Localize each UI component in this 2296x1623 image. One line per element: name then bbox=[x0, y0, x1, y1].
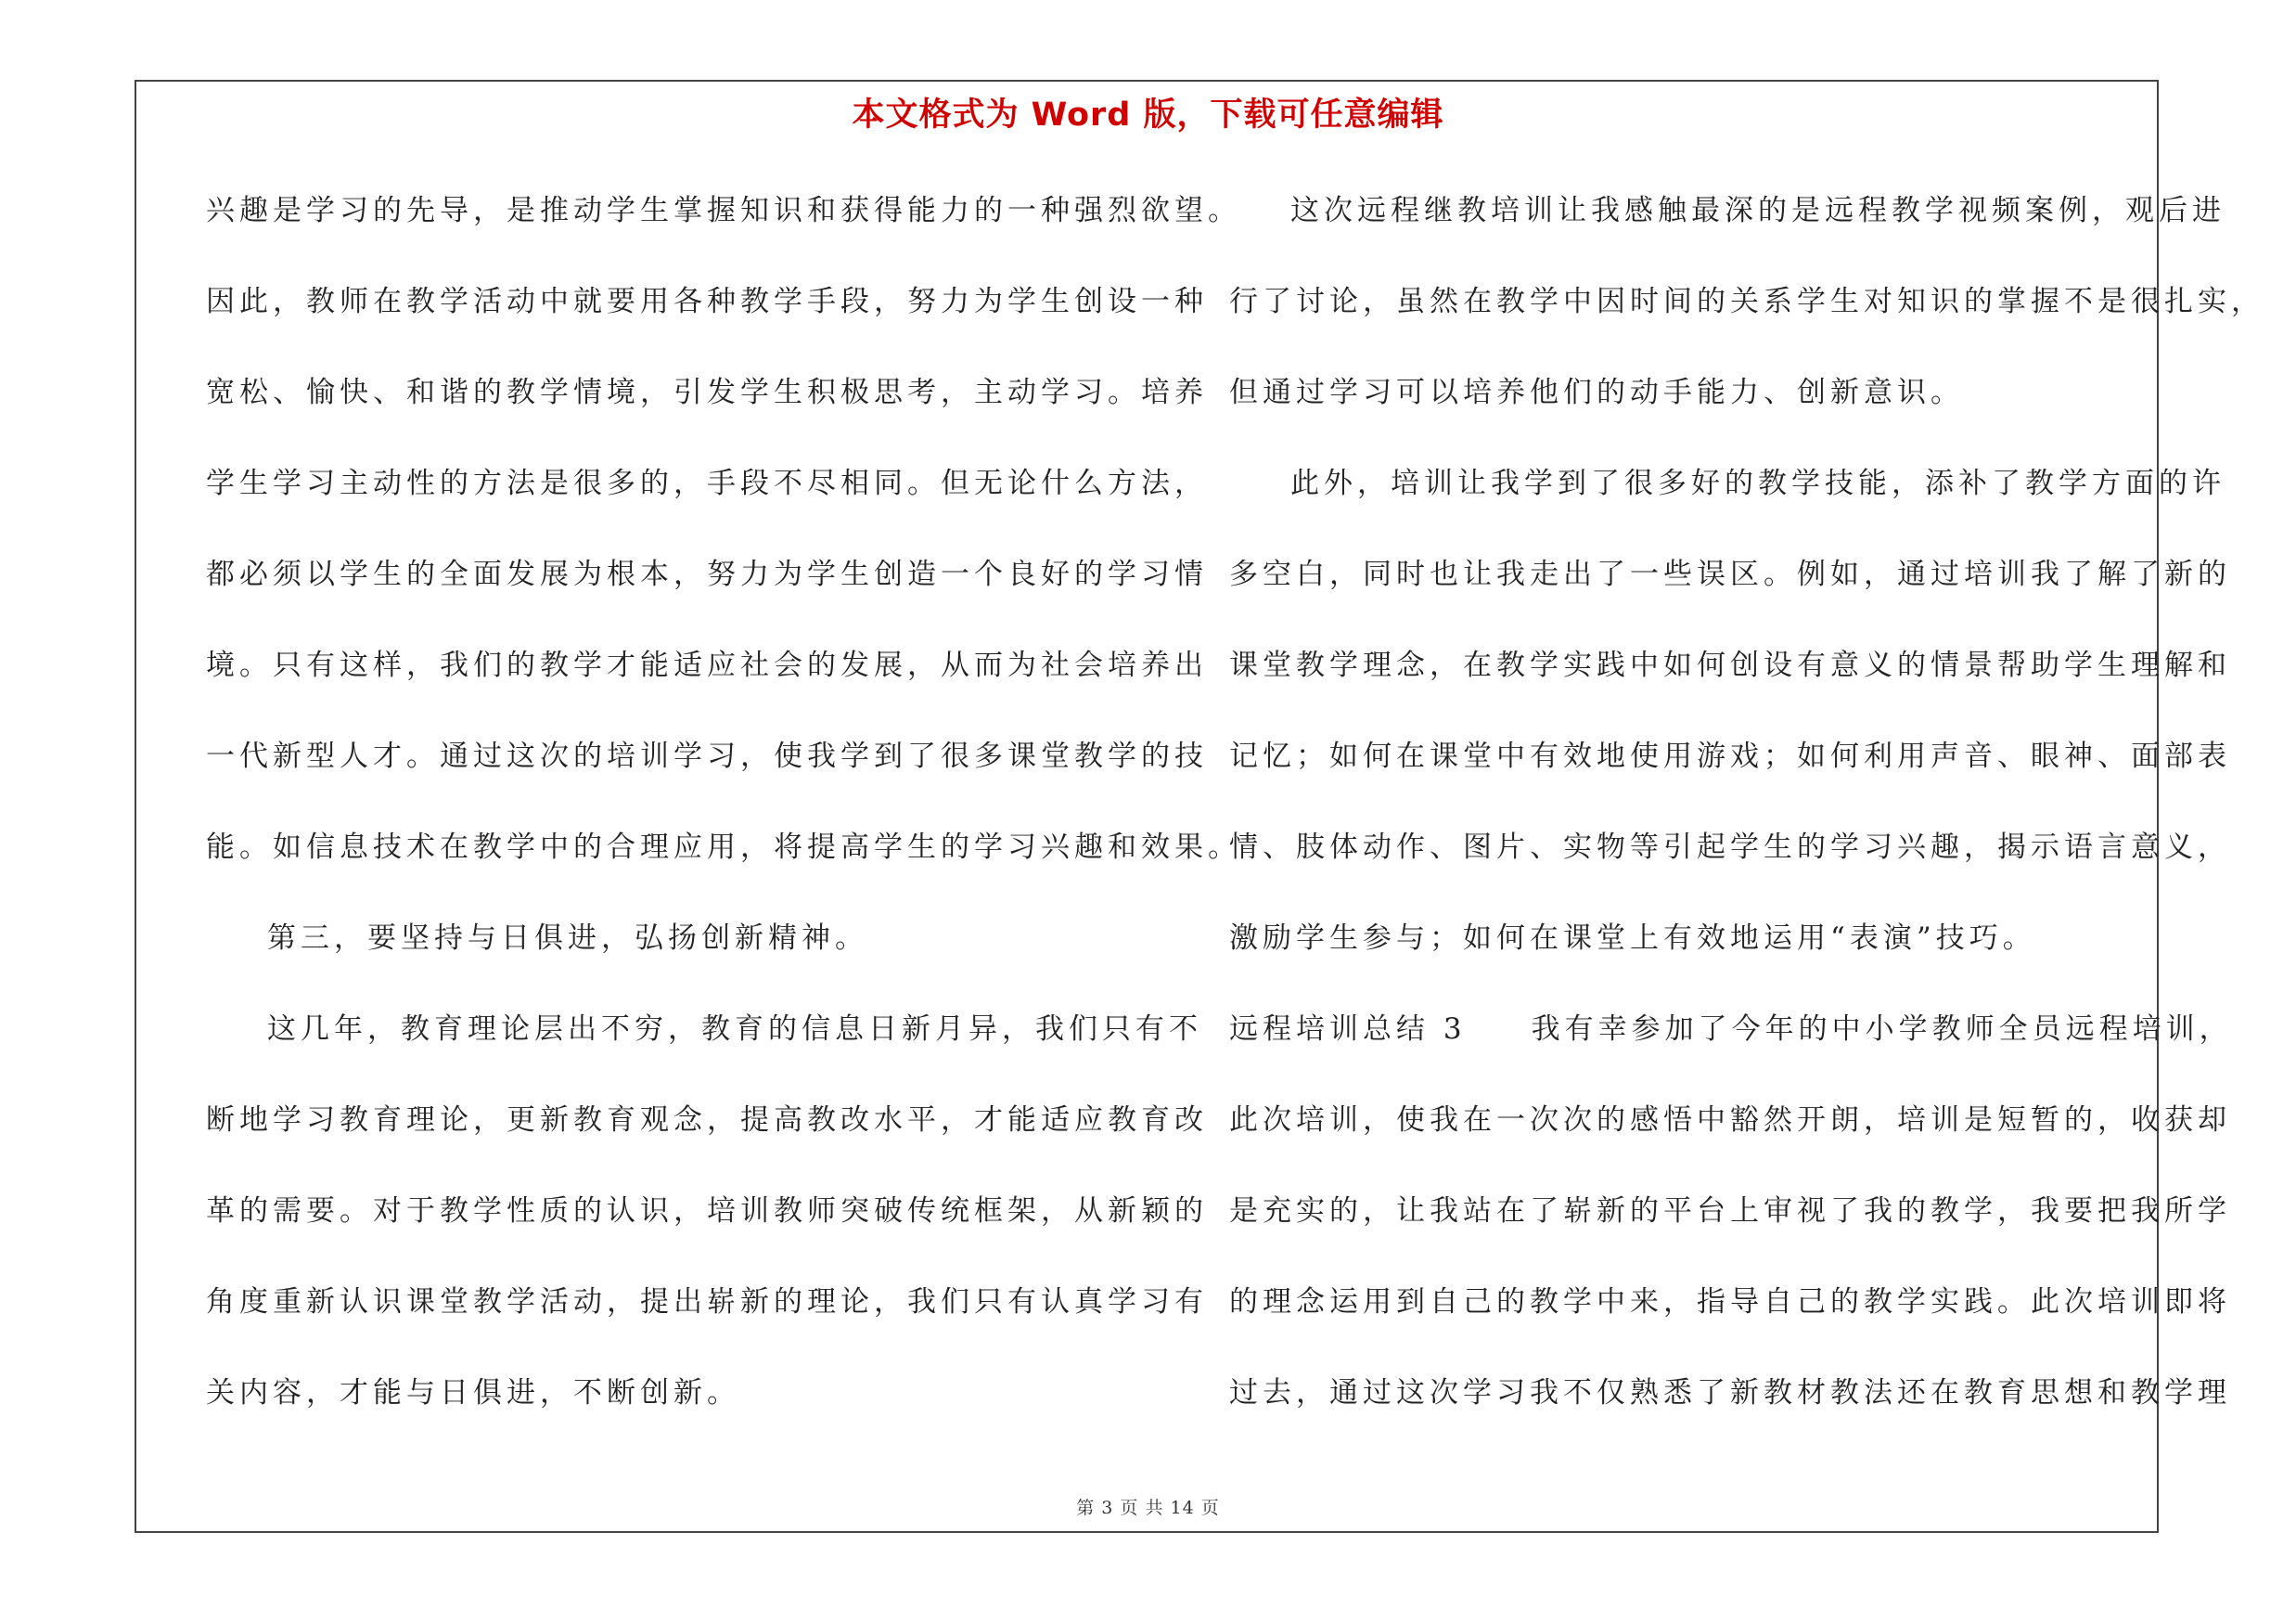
paragraph-line: 过去，通过这次学习我不仅熟悉了新教材教法还在教育思想和教学理 bbox=[1229, 1376, 2231, 1410]
paragraph-line: 但通过学习可以培养他们的动手能力、创新意识。 bbox=[1229, 376, 1964, 409]
summary-title: 远程培训总结 3 bbox=[1229, 1012, 1467, 1046]
paragraph-line: 是充实的，让我站在了崭新的平台上审视了我的教学，我要把我所学 bbox=[1229, 1194, 2231, 1228]
paragraph-line: 革的需要。对于教学性质的认识，培训教师突破传统框架，从新颖的 bbox=[206, 1194, 1208, 1228]
page-number: 第 3 页 共 14 页 bbox=[1076, 1498, 1220, 1518]
paragraph-line: 的理念运用到自己的教学中来，指导自己的教学实践。此次培训即将 bbox=[1229, 1285, 2231, 1319]
paragraph-line: 都必须以学生的全面发展为根本，努力为学生创造一个良好的学习情 bbox=[206, 558, 1208, 591]
paragraph-line: 课堂教学理念，在教学实践中如何创设有意义的情景帮助学生理解和 bbox=[1229, 649, 2231, 682]
paragraph-line: 宽松、愉快、和谐的教学情境，引发学生积极思考，主动学习。培养 bbox=[206, 376, 1208, 409]
paragraph-line: 兴趣是学习的先导，是推动学生掌握知识和获得能力的一种强烈欲望。 bbox=[206, 194, 1241, 227]
paragraph-line: 断地学习教育理论，更新教育观念，提高教改水平，才能适应教育改 bbox=[206, 1103, 1208, 1137]
paragraph-line: 角度重新认识课堂教学活动，提出崭新的理论，我们只有认真学习有 bbox=[206, 1285, 1208, 1319]
paragraph-line: 因此，教师在教学活动中就要用各种教学手段，努力为学生创设一种 bbox=[206, 285, 1208, 318]
paragraph-line: 此次培训，使我在一次次的感悟中豁然开朗，培训是短暂的，收获却 bbox=[1229, 1103, 2231, 1137]
paragraph-line: 学生学习主动性的方法是很多的，手段不尽相同。但无论什么方法， bbox=[206, 467, 1208, 500]
paragraph-line: 一代新型人才。通过这次的培训学习，使我学到了很多课堂教学的技 bbox=[206, 740, 1208, 773]
paragraph-line: 行了讨论，虽然在教学中因时间的关系学生对知识的掌握不是很扎实， bbox=[1229, 285, 2264, 318]
paragraph-line: 激励学生参与；如何在课堂上有效地运用“表演”技巧。 bbox=[1229, 921, 2036, 955]
paragraph-line: 这次远程继教培训让我感触最深的是远程教学视频案例，观后进 bbox=[1290, 194, 2225, 227]
paragraph-line: 关内容，才能与日俱进，不断创新。 bbox=[206, 1376, 740, 1410]
paragraph-line: 记忆；如何在课堂中有效地使用游戏；如何利用声音、眼神、面部表 bbox=[1229, 740, 2231, 773]
paragraph-line: 这几年，教育理论层出不穷，教育的信息日新月异，我们只有不 bbox=[267, 1012, 1202, 1046]
summary-title-line bbox=[1229, 1006, 2233, 1097]
paragraph-line: 此外，培训让我学到了很多好的教学技能，添补了教学方面的许 bbox=[1290, 467, 2225, 500]
format-banner: 本文格式为 Word 版，下载可任意编辑 bbox=[852, 97, 1444, 134]
paragraph-line: 多空白，同时也让我走出了一些误区。例如，通过培训我了解了新的 bbox=[1229, 558, 2231, 591]
paragraph-line: 能。如信息技术在教学中的合理应用，将提高学生的学习兴趣和效果。 bbox=[206, 831, 1241, 864]
right-column bbox=[1229, 187, 2264, 1461]
paragraph-line: 境。只有这样，我们的教学才能适应社会的发展，从而为社会培养出 bbox=[206, 649, 1208, 682]
section-heading-line: 第三，要坚持与日俱进，弘扬创新精神。 bbox=[267, 921, 868, 955]
left-column bbox=[206, 187, 1241, 1461]
paragraph-line: 情、肢体动作、图片、实物等引起学生的学习兴趣，揭示语言意义， bbox=[1229, 831, 2231, 864]
summary-intro: 我有幸参加了今年的中小学教师全员远程培训， bbox=[1531, 1012, 2233, 1046]
